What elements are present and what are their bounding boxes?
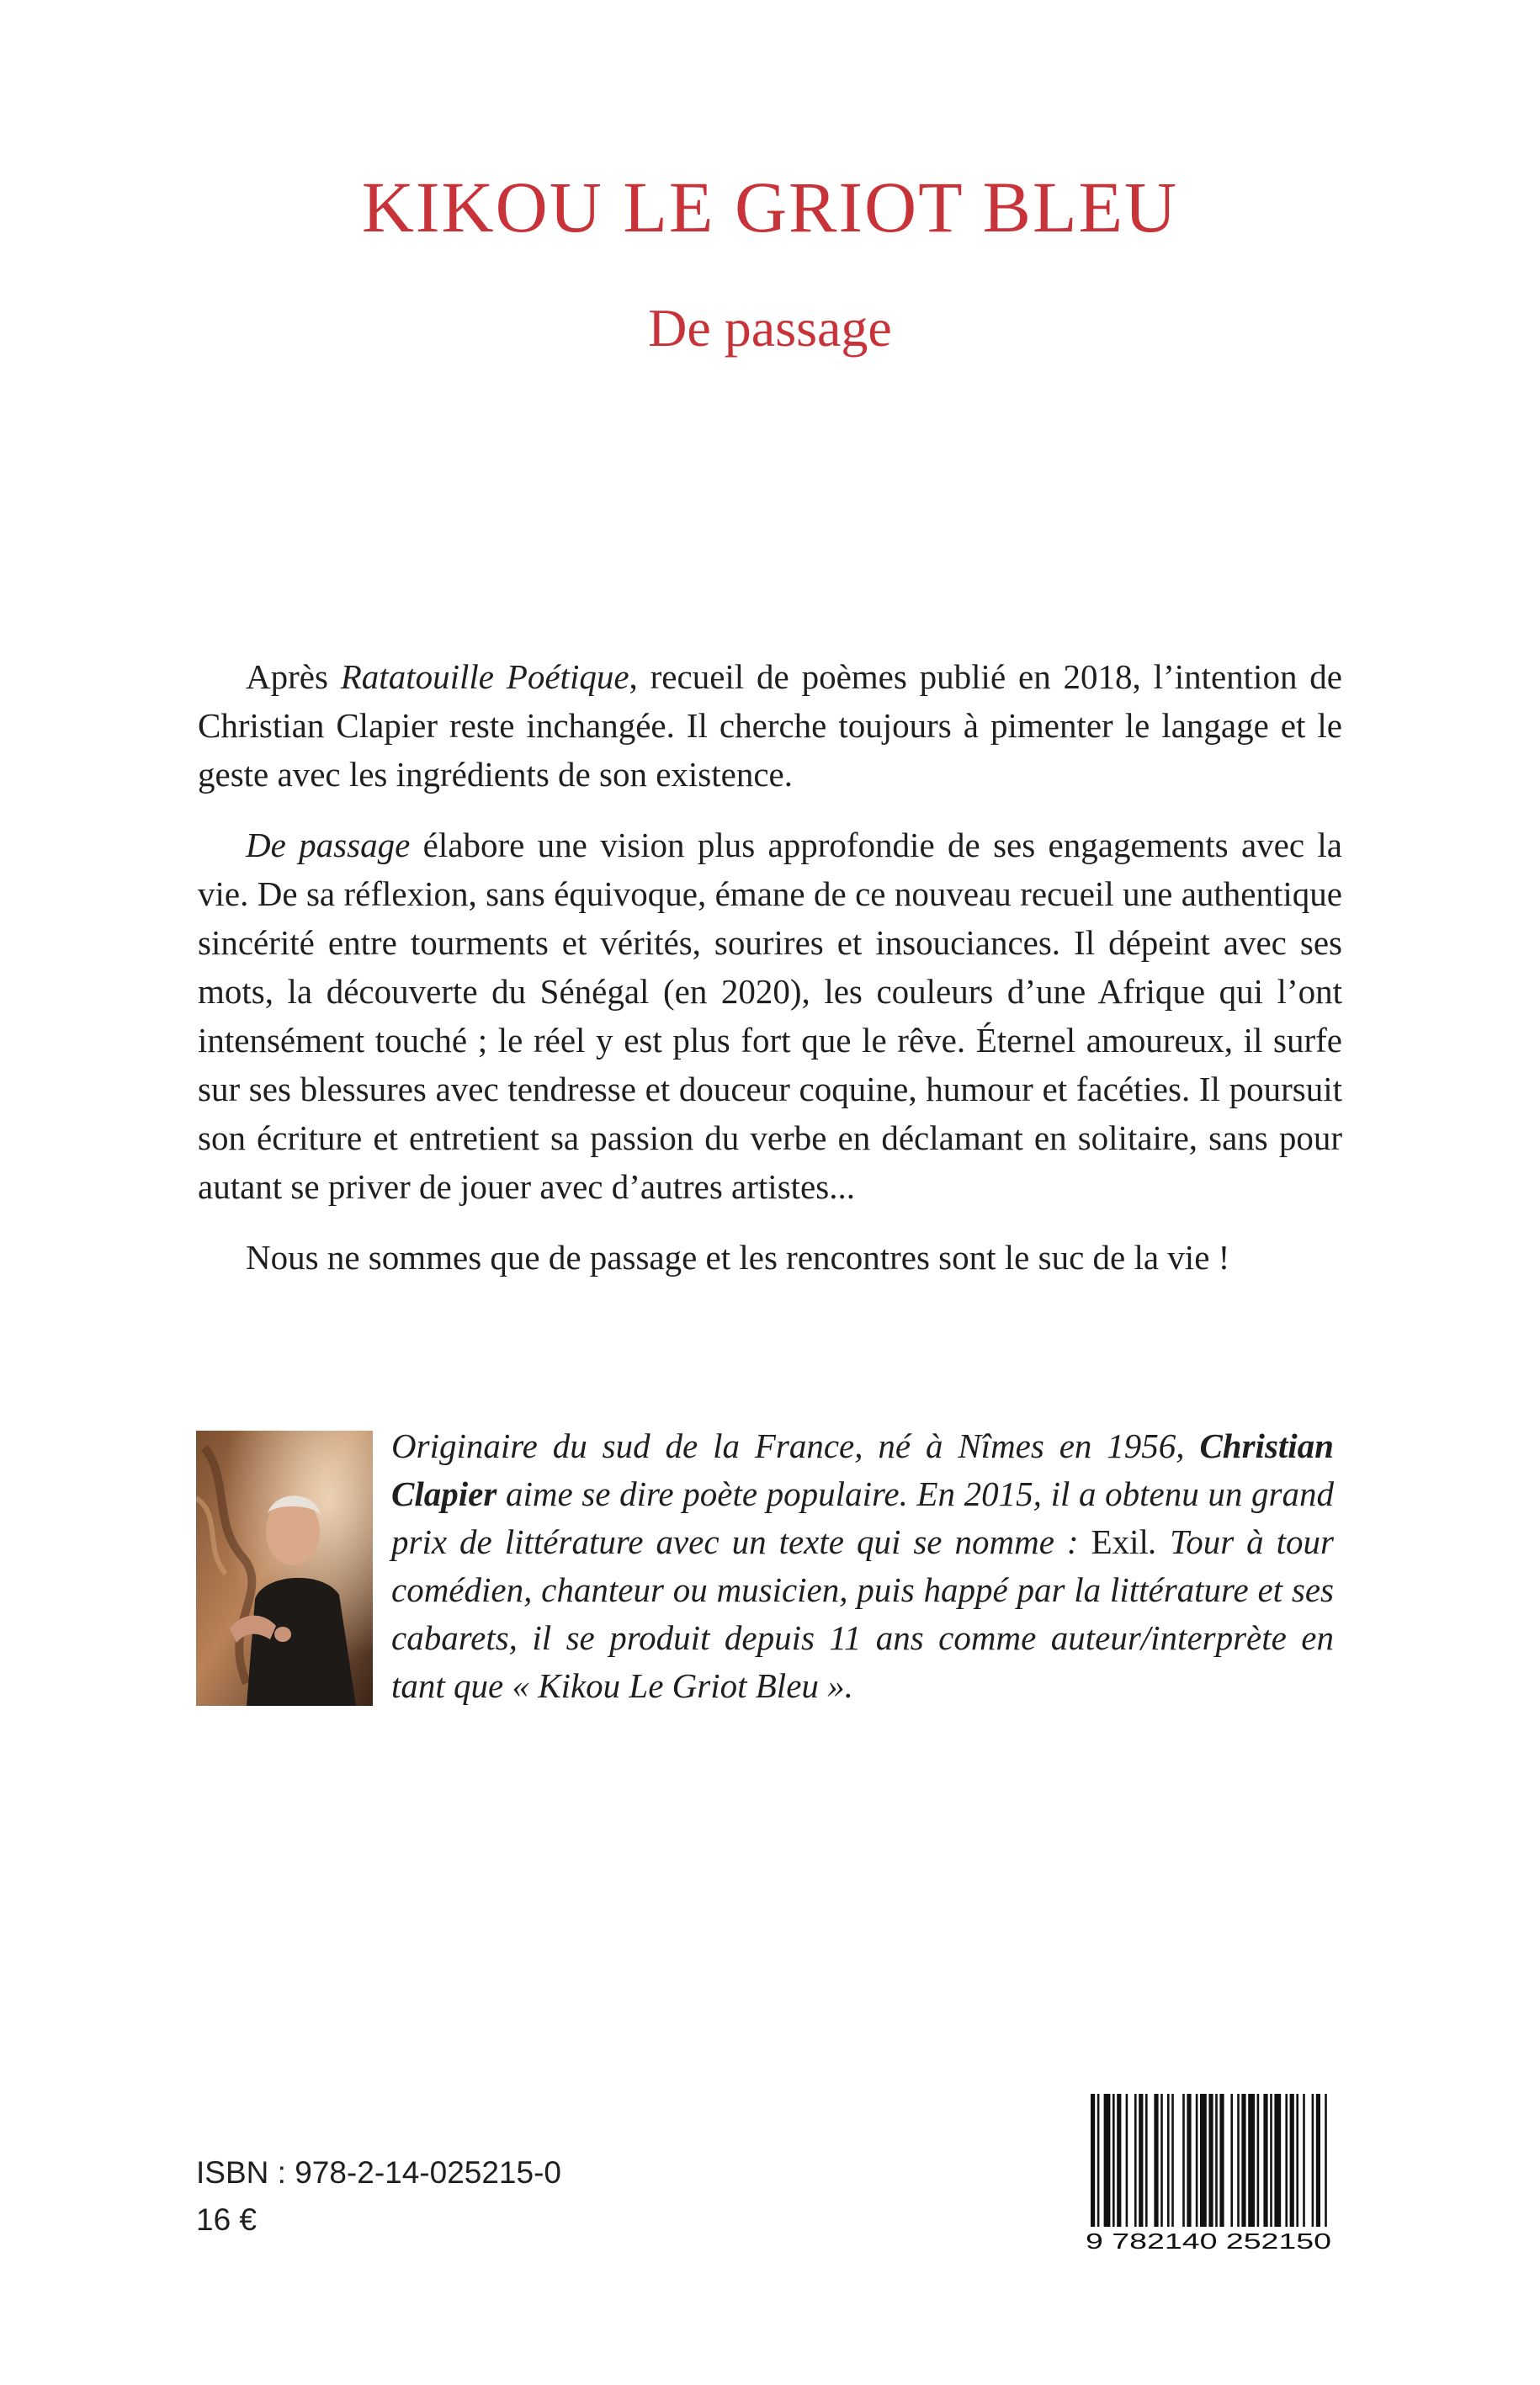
barcode-bar xyxy=(1248,2094,1255,2227)
barcode-digits: 9 782140 252150 xyxy=(1086,2228,1331,2254)
price-label: 16 € xyxy=(196,2202,258,2237)
barcode-bar xyxy=(1104,2094,1111,2227)
barcode-bar xyxy=(1126,2094,1128,2227)
blurb-p2-text: élabore une vision plus approfondie de ses engagements avec la vie. De sa réflexion, sans équivoque, émane de ce nouveau recueil une authentique sincérité entre tourments et vérités, sourires et insouciances. Il dépeint avec ses mots, la découverte du Sénégal (en 2020), les couleurs d’une Afrique qui l’ont intensément touché ; le réel y est plus fort que le rêve. Éternel amoureux, il surfe sur ses blessures avec tendresse et douceur coquine, humour et facéties. Il poursuit son écriture et entretient sa passion du verbe en déclamant en solitaire, sans pour autant se priver de jouer avec d’autres artistes... xyxy=(198,826,1343,1206)
barcode-bar xyxy=(1200,2094,1207,2227)
barcode-bar xyxy=(1325,2094,1327,2227)
back-cover-blurb xyxy=(198,652,1342,1282)
barcode-bar xyxy=(1167,2094,1170,2227)
barcode-bar xyxy=(1263,2094,1267,2227)
barcode-bar xyxy=(1187,2094,1191,2227)
barcode-bar xyxy=(1290,2094,1294,2227)
barcode-bar xyxy=(1257,2094,1260,2227)
barcode-bar xyxy=(1154,2094,1158,2227)
barcode-bar xyxy=(1134,2094,1137,2227)
barcode-bar xyxy=(1285,2094,1288,2227)
barcode-bar xyxy=(1117,2094,1121,2227)
book-subtitle: De passage xyxy=(648,298,892,358)
blurb-p1-intro: Après xyxy=(246,657,341,696)
barcode-bar xyxy=(1241,2094,1245,2227)
isbn-label: ISBN : 978-2-14-025215-0 xyxy=(196,2155,561,2190)
blurb-p1-book-title: Ratatouille Poétique xyxy=(340,657,629,696)
bio-work-title: Exil xyxy=(1091,1522,1149,1561)
barcode-bar xyxy=(1303,2094,1305,2227)
barcode-bar xyxy=(1215,2094,1218,2227)
barcode-bar xyxy=(1219,2094,1224,2227)
author-biography xyxy=(391,1422,1334,1710)
barcode-bar xyxy=(1182,2094,1185,2227)
barcode-bar xyxy=(1097,2094,1100,2227)
bio-part-2: aime se dire poète populaire. En 2015, il a obtenu un grand prix de littérature avec un texte qui se nomme : xyxy=(391,1474,1334,1561)
barcode xyxy=(1079,2087,1338,2255)
author-name: Christian Clapier xyxy=(391,1426,1334,1513)
blurb-p1-text: , recueil de poèmes publié en 2018, l’intention de Christian Clapier reste inchangée. Il cherche toujours à pimenter le langage et le geste avec les ingrédients de son existence. xyxy=(198,657,1342,794)
barcode-bar xyxy=(1270,2094,1272,2227)
barcode-bar xyxy=(1160,2094,1163,2227)
author-photo xyxy=(196,1431,373,1706)
barcode-bar xyxy=(1230,2094,1233,2227)
bio-part-1: Originaire du sud de la France, né à Nîmes en 1956, xyxy=(391,1426,1200,1465)
barcode-bar xyxy=(1316,2094,1320,2227)
barcode-bar xyxy=(1237,2094,1240,2227)
barcode-bar xyxy=(1091,2094,1095,2227)
barcode-bar xyxy=(1145,2094,1148,2227)
barcode-bar xyxy=(1171,2094,1174,2227)
barcode-bar xyxy=(1296,2094,1298,2227)
barcode-bar xyxy=(1312,2094,1314,2227)
barcode-bar xyxy=(1196,2094,1198,2227)
barcode-bar xyxy=(1139,2094,1143,2227)
blurb-paragraph-2 xyxy=(198,821,1342,1211)
barcode-bar xyxy=(1208,2094,1213,2227)
barcode-bar xyxy=(1113,2094,1115,2227)
barcode-bar xyxy=(1274,2094,1281,2227)
blurb-paragraph-3: Nous ne sommes que de passage et les rencontres sont le suc de la vie ! xyxy=(246,1238,1230,1277)
blurb-paragraph-1 xyxy=(198,652,1342,799)
bio-part-3: . Tour à tour comédien, chanteur ou musicien, puis happé par la littérature et ses cabarets, il se produit depuis 11 ans comme auteur/interprète en tant que « Kikou Le Griot Bleu ». xyxy=(391,1522,1334,1705)
book-title: KIKOU LE GRIOT BLEU xyxy=(361,167,1179,247)
blurb-p2-book-title: De passage xyxy=(246,826,411,864)
